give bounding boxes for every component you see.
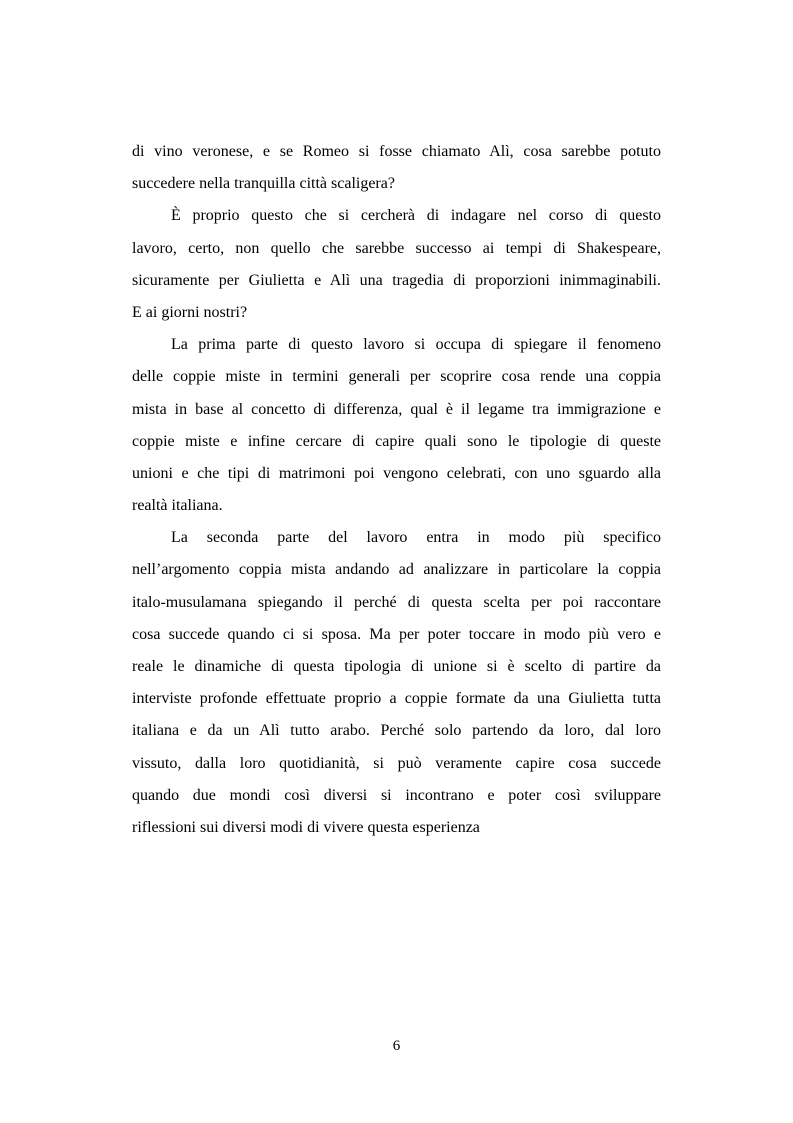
text-line: quando due mondi così diversi si incontrano e poter così sviluppare	[132, 786, 661, 804]
text-line: succedere nella tranquilla città scaligera?	[132, 175, 395, 193]
text-line: di vino veronese, e se Romeo si fosse chiamato Alì, cosa sarebbe potuto	[132, 143, 661, 160]
text-line: reale le dinamiche di questa tipologia di unione si è scelto di partire da	[132, 658, 661, 675]
page-number: 6	[392, 1038, 401, 1054]
paragraph-3	[132, 329, 661, 522]
text-line: unioni e che tipi di matrimoni poi vengono celebrati, con uno sguardo alla	[132, 464, 661, 482]
text-line: sicuramente per Giulietta e Alì una tragedia di proporzioni inimmaginabili.	[132, 271, 661, 289]
text-line: La seconda parte del lavoro entra in modo più specifico	[171, 529, 661, 547]
body-text	[132, 136, 661, 844]
text-line: cosa succede quando ci si sposa. Ma per poter toccare in modo più vero e	[132, 625, 661, 643]
text-line: È proprio questo che si cercherà di indagare nel corso di questo	[171, 207, 661, 225]
text-line: delle coppie miste in termini generali per scoprire cosa rende una coppia	[132, 368, 661, 386]
text-line: E ai giorni nostri?	[132, 303, 248, 321]
text-line: italo-musulamana spiegando il perché di questa scelta per poi raccontare	[132, 593, 661, 611]
text-line: coppie miste e infine cercare di capire quali sono le tipologie di queste	[132, 432, 661, 450]
text-line: nell’argomento coppia mista andando ad analizzare in particolare la coppia	[132, 561, 661, 579]
text-line: La prima parte di questo lavoro si occupa di spiegare il fenomeno	[171, 336, 661, 354]
text-line: realtà italiana.	[132, 497, 223, 515]
paragraph-4	[132, 522, 661, 844]
text-line: mista in base al concetto di differenza, qual è il legame tra immigrazione e	[132, 400, 661, 418]
text-line: lavoro, certo, non quello che sarebbe successo ai tempi di Shakespeare,	[132, 239, 661, 257]
text-line: riflessioni sui diversi modi di vivere questa esperienza	[132, 818, 480, 836]
text-line: interviste profonde effettuate proprio a coppie formate da una Giulietta tutta	[132, 690, 661, 708]
paragraph-1	[132, 136, 661, 200]
paragraph-2	[132, 200, 661, 329]
text-line: italiana e da un Alì tutto arabo. Perché solo partendo da loro, dal loro	[132, 722, 661, 740]
text-line: vissuto, dalla loro quotidianità, si può veramente capire cosa succede	[132, 754, 661, 772]
